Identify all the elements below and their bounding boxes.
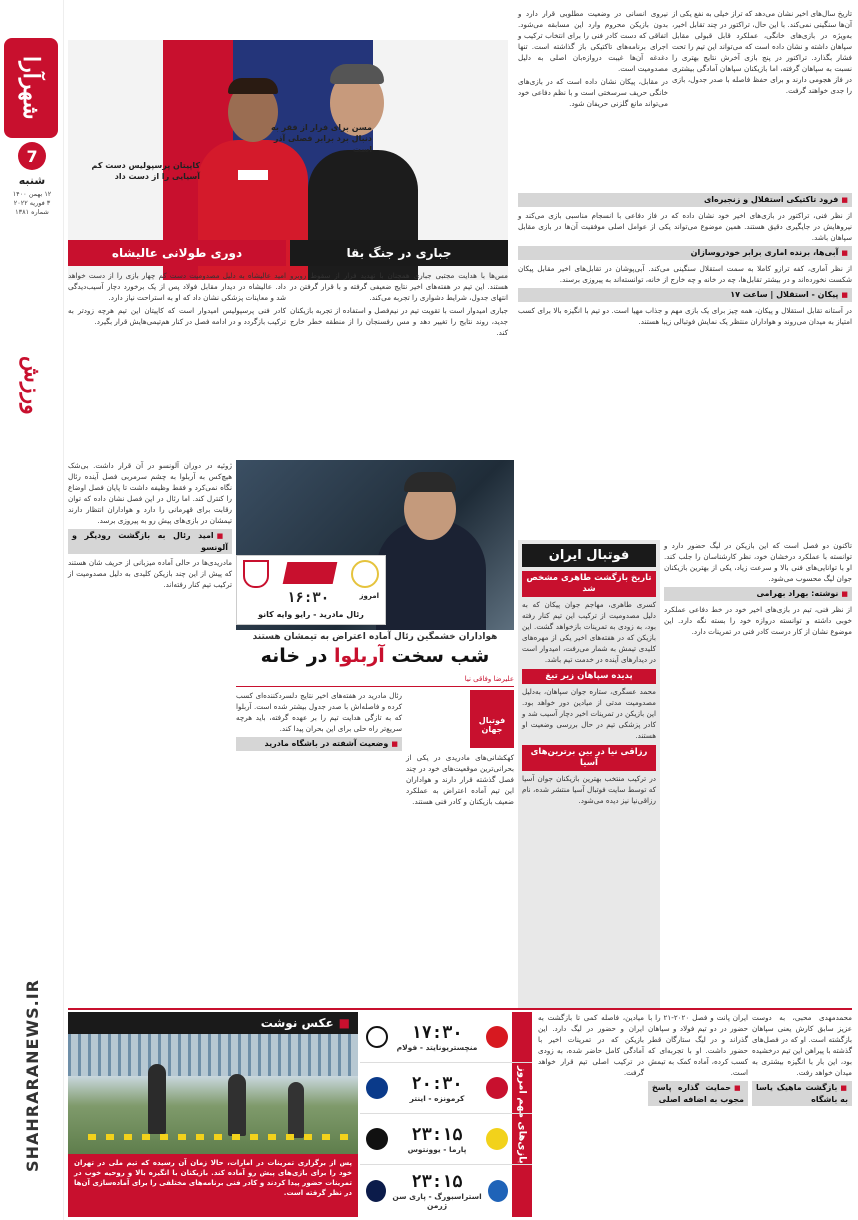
website-text: SHAHRARANEWS.IR [22,978,42,1172]
date-block [6,190,58,217]
match-info [386,1172,488,1210]
article-jabbari-text [290,270,508,430]
photo-note-title-text: عکس نوشت [260,1016,334,1030]
paragraph: تاریخ سال‌های اخیر نشان می‌دهد که تراز خیلی به نفع یکی از آن‌ها سنگینی نمی‌کند. با این حال، تراکتور در چند تقابل اخیر، به‌ویژه در بازی‌های خانگی، عملکرد قابل قبولی مقابل سپاهان داشته و نشان داده است که می‌تواند این تیم را تحت فشار بگذارد. تراکتور در پنج بازی آخرش نتایج بهتری را نسبت به سپاهان گرفته، اما بازیکنان سپاهان آمادگی بیشتری در فاز هجومی دارند و برای حفظ فاصله با صدر جدول، بازی را جدی خواهند گرفت. [672,9,852,95]
team-crest-icon [486,1128,508,1150]
match-teams: کرمونزه - اینتر [409,1093,465,1103]
paragraph: محمدمهدی محبی، به دوست عزیز سابق کارش یعنی سپاهان بازگشته است. او که در فصل‌های گذشته با پیراهن این تیم درخشیده بود، این بار با انگیزه بیشتری به میدان خواهد رفت. [752,1013,852,1077]
article-alishah-text [68,270,286,430]
subheading: ■ نوشته: بهراد بهرامی [664,587,852,601]
headline-post: در خانه [260,645,335,667]
issue-number: شماره ۱۳۸۱ [15,208,49,216]
bottom-column-1 [752,1012,852,1212]
football-iran-title: فوتبال ایران [522,544,656,567]
match-time: ۲۳:۱۵ [411,1124,463,1145]
author-byline: علیرضا وفاقی نیا [464,675,514,683]
team-crest-icon [366,1026,388,1048]
subheading: ■ آبی‌ها، برنده اماری برابر خودروسازان [518,246,852,260]
section-brand-text: ورزش [19,355,45,415]
matches-title-text: بازی‌های مهم امروز [516,1065,528,1164]
subheading: ■ فرود تاکتیکی استقلال و زنجیره‌ای [518,193,852,207]
team-crest-icon [366,1180,386,1202]
bottom-divider [68,1008,852,1010]
date-jalali: ۱۲ بهمن ۱۴۰۰ [12,190,52,198]
paragraph: از نظر فنی، تیم در بازی‌های اخیر خود در خط دفاعی عملکرد خوبی داشته و توانسته دروازه خود را بسته نگه دارد. این موضوع نشان از کار درست کادر فنی در تمرینات دارد. [664,605,852,636]
article-real-column-2 [236,690,402,990]
article-real-column-1 [406,690,514,990]
website-label[interactable] [6,940,58,1210]
photo-caption: پس از برگزاری تمرینات در امارات، حالا زمان آن رسیده که تیم ملی در تهران خود را برای بازی‌های پیش رو آماده کند. بازیکنان با انگیزه بالا و روحیه خوب در تمرینات حضور پیدا کردند و کادر فنی برنامه‌های مختلفی را برای آماده‌سازی آن‌ها در نظر گرفته است. [68,1154,358,1217]
paragraph: در ترکیب منتخب بهترین بازیکنان جوان آسیا که توسط سایت فوتبال آسیا منتشر شده، نام رزاقی‌نیا نیز دیده می‌شود. [522,774,656,805]
article-column-2 [518,8,668,188]
paragraph: نیروی انسانی در وضعیت مطلوبی قرار دارد و بدون بازیکن محروم وارد این مسابقه می‌شود. اتفاقی که دست کادر فنی را برای انتخاب ترکیب و اجرای برنامه‌های تاکتیکی باز گذاشته است. تنها دغدغه آن‌ها غیبت دروازه‌بان اصلی به دلیل مصدومیت است. [518,9,668,73]
paragraph: ژوئیه در دوران آلونسو در آن قرار داشت. بی‌شک هیچ‌کس به آربلوا به چشم سرمربی فصل آینده رئال نگاه نمی‌کرد و فقط وظیفه داشت تا پایان فصل اوضاع را کنترل کند. اما رئال در این فصل نشان داده که توان رقابت برای قهرمانی را دارد و هواداران انتظار دارند تیمشان در بازی‌های پیش رو به پیروزی برسد. [68,461,232,525]
paragraph: ایران پانت و فصل ۲۰۲۰-۲۱ را با حضور در دو تیم فولاد و سپاهان گذراند و در لیگ ستارگان قطر حضور داشت. او با تجربه‌ای که کسب کرده، آماده کمک به تیمش است. [648,1013,748,1077]
coach-caption: مسن برای فرار از فقر به دنبال برد برابر فصلی آذر است [270,123,372,154]
fence [68,1034,358,1076]
headline-pre: شب سخت [384,645,490,667]
match-row[interactable] [360,1012,532,1063]
paragraph: در مقابل، پیکان نشان داده است که در بازی‌های خانگی حریف سرسختی است و با نظم دفاعی خود می‌تواند مانع گلزنی حریفان شود. [518,77,668,108]
paragraph: مس‌ها با هدایت مجتبی جباری همچنان با تهدید فرار از سقوط روبرو هستند. این تیم در هفته‌های اخیر نتایج ضعیفی گرفته و با قرار گرفتن در انتهای جدول، شرایط دشواری را تجربه می‌کند. [290,271,508,302]
match-time: ۲۰:۳۰ [411,1073,463,1094]
paragraph: رئال مادرید در هفته‌های اخیر نتایج دلسردکننده‌ای کسب کرده و فاصله‌اش با صدر جدول بیشتر شده است. آربلوا که به تازگی هدایت تیم را بر عهده گرفته، باید هرچه سریع‌تر راه حلی برای این بحران پیدا کند. [236,691,402,733]
paragraph: جباری امیدوار است با تقویت تیم در نیم‌فصل و استفاده از تجربه بازیکنان جدید، روند نتایج را تغییر دهد و مس رفسنجان را از منطقه خطر خارج کند. [290,306,508,337]
player-silhouette [288,1082,304,1138]
news-heading[interactable]: رزاقی نیا در بین برترین‌های آسیا [522,745,656,771]
player-silhouette [148,1064,166,1134]
match-time: ۱۷:۳۰ [411,1022,463,1043]
subheading: ■ پیکان - استقلال | ساعت ۱۷ [518,288,852,302]
headline-jabbari[interactable]: جباری در جنگ بقا [290,240,508,266]
player-hair [228,78,278,94]
matches-list [360,1012,532,1217]
news-heading[interactable]: تاریخ بازگشت طاهری مشخص شد [522,571,656,597]
paragraph: کسری طاهری، مهاجم جوان پیکان که به دلیل مصدومیت از ترکیب این تیم کنار رفته بود، به زودی به تمرینات بازخواهد گشت. این بازیکن که در هفته‌های اخیر یکی از مهره‌های کلیدی تیمش به شمار می‌رفت، امیدوار است در دیدارهای آینده در خدمت تیم باشد. [522,600,656,664]
match-row[interactable] [360,1114,532,1165]
news-heading[interactable]: پدیده سپاهان زیر تیغ [522,669,656,684]
main-headline[interactable] [236,645,514,667]
paragraph: کهکشانی‌های مادریدی در یکی از بحرانی‌ترین موقعیت‌های خود در چند فصل گذشته قرار دارند و هواداران این تیم آماده اعتراض به عملکرد ضعیف بازیکنان و کادر فنی هستند. [406,753,514,806]
match-row[interactable] [360,1063,532,1114]
team-crest-icon [366,1077,388,1099]
day-label: شنبه [18,174,46,187]
divider [236,686,514,687]
real-madrid-crest-icon [351,560,379,588]
subheading: ■ حمایت گذاره پاسخ مجوب به اضافه اصلی [648,1081,748,1106]
match-info [408,1125,467,1154]
football-iran-box [518,540,660,1010]
player-caption: کاپیتان پرسپولیس دست کم آسیایی را از دست داد [91,161,200,181]
section-tag: فوتبال جهان [470,690,514,748]
paragraph: میادین، فاصله کمی تا بازگشت به ایران و حضور در لیگ دارد. این بازیکن که در تمرینات اخیر با آمادگی کامل حاضر شده، به زودی در ترکیب اصلی تیم قرار خواهد گرفت. [538,1013,644,1077]
photo-note-title [68,1012,358,1034]
section-brand [6,330,58,440]
match-info [397,1023,478,1052]
team-crest-icon [488,1180,508,1202]
match-teams: منچستریونایتد - فولام [396,1042,478,1052]
today-label: امروز [359,592,379,600]
subheading: ■ امید رئال به بازگشت رودیگر و آلونسو [68,529,232,554]
laliga-icon [283,562,338,584]
coach-hair [330,64,384,84]
logo-text: شهرآرا [18,56,44,120]
match-teams: استراسبورگ - پاری سن ژرمن [392,1191,482,1210]
camera-icon: ■ [338,1016,350,1030]
subheading: ■ وضعیت آشفته در باشگاه مادرید [236,737,402,751]
article-column-4 [664,540,852,1010]
page-number: 7 [18,142,46,170]
team-crest-icon [486,1077,508,1099]
paragraph: در آستانه تقابل استقلال و پیکان، همه چیز برای یک بازی مهم و جذاب مهیا است. دو تیم با انگیزه بالا برای کسب امتیاز به میدان می‌روند و هواداران منتظر یک نمایش فوتبالی زیبا هستند. [518,306,852,326]
headline-alishah[interactable]: دوری طولانی عالیشاه [68,240,286,266]
paragraph: امید عالیشاه به دلیل مصدومیت دست کم چهار بازی را از دست خواهد داد. عالیشاه در دیدار مقابل فولاد پس از یک برخورد دچار آسیب‌دیدگی شد و معاینات پزشکی نشان داد که او به استراحت نیاز دارد. [68,271,286,302]
article-real-column-3 [68,460,232,1000]
paragraph: تاکنون دو فصل است که این بازیکن در لیگ حضور دارد و توانسته با عملکرد درخشان خود، نظر کارشناسان را جلب کند. او با توانایی‌های فنی بالا و سرعت زیاد، یکی از بهترین بازیکنان جوان لیگ محسوب می‌شود. [664,541,852,583]
team-crest-icon [486,1026,508,1048]
date-gregorian: ۳ فوریه ۲۰۲۲ [13,199,51,207]
paragraph: از نظر آماری، کفه ترازو کاملا به سمت استقلال سنگینی می‌کند. آبی‌پوشان در تقابل‌های اخیر مقابل پیکان شکست نخورده‌اند و در بیشتر تقابل‌ها، چه در خانه و چه خارج از خانه، توانسته‌اند به پیروزی برسند. [518,264,852,284]
headline-name: آربلوا [334,645,385,667]
paragraph: محمد عسگری، ستاره جوان سپاهان، به‌دلیل مصدومیت مدتی از میادین دور خواهد بود. این بازیکن در تمرینات اخیر دچار آسیب شد و کادر پزشکی تیم در حال بررسی وضعیت او هستند. [522,687,656,740]
player-armband [238,170,268,180]
subheading: ■ بازگشت ماهیک یاسا به باشگاه [752,1081,852,1106]
subheadline: هواداران خشمگین رئال آماده اعتراض به تیمشان هستند [252,632,498,642]
article-column-1 [672,8,852,188]
paragraph: کادر فنی پرسپولیس امیدوار است که کاپیتان این تیم هرچه زودتر به ترکیب بازگردد و در ادامه فصل در کنار هم‌تیمی‌هایش قرار بگیرد. [68,306,286,326]
match-info [410,1074,465,1103]
match-row[interactable] [360,1165,532,1216]
rayo-crest-icon [243,560,269,588]
team-crest-icon [366,1128,388,1150]
training-photo [68,1034,358,1154]
match-score-box [236,555,386,625]
player-silhouette [228,1074,246,1136]
newspaper-logo [4,38,58,138]
training-hurdles [88,1134,348,1140]
bottom-column-2 [648,1012,748,1212]
match-teams: پارما - یوونتوس [407,1144,467,1154]
match-time: ۱۶:۳۰ [287,590,330,606]
article-column-3 [518,190,852,329]
match-time: ۲۳:۱۵ [411,1171,463,1192]
bottom-column-3 [538,1012,644,1212]
paragraph: از نظر فنی، تراکتور در بازی‌های اخیر خود نشان داده که در فاز دفاعی با انسجام مناسبی بازی می‌کند و نیروهایش در جایگیری دقیق هستند. همین موضوع می‌تواند یکی از عوامل اصلی موفقیت آن‌ها در بازی مقابل سپاهان باشد. [518,211,852,242]
match-teams: رئال مادرید - رایو وایه کانو [258,610,364,619]
coach-hair [404,472,456,492]
photo-note-section [68,1012,358,1217]
paragraph: مادریدی‌ها در حالی آماده میزبانی از حریف شان هستند که پیش از این چند بازیکن کلیدی به دلیل مصدومیت از ترکیب تیم کنار رفته‌اند. [68,558,232,589]
